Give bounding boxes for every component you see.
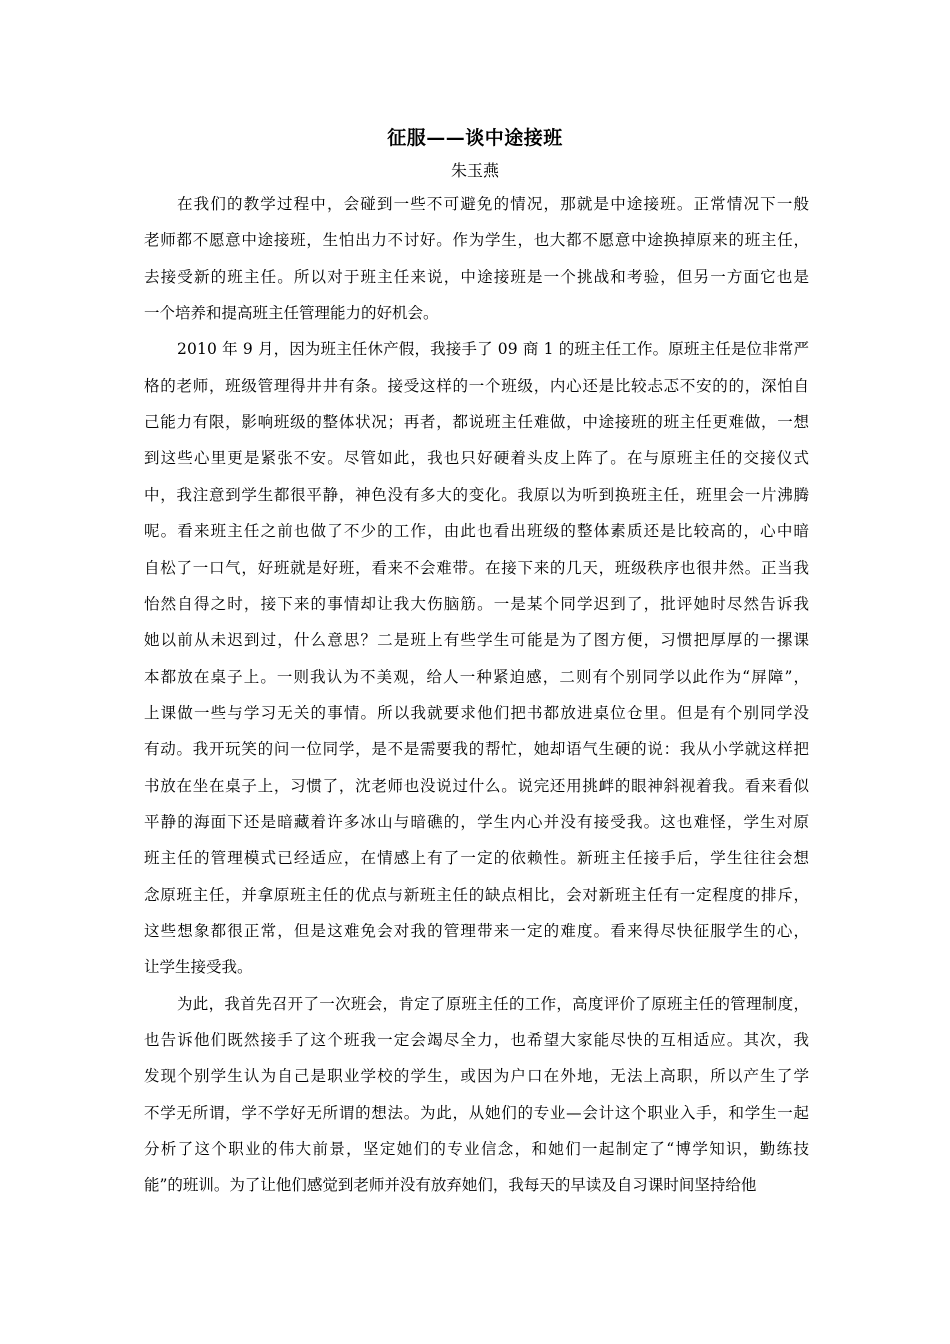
body-line: 格的老师，班级管理得井井有条。接受这样的一个班级，内心还是比较忐忑不安的的，深怕自: [144, 377, 810, 395]
body-line: 念原班主任，并拿原班主任的优点与新班主任的缺点相比，会对新班主任有一定程度的排斥，: [144, 886, 810, 904]
body-line: 呢。看来班主任之前也做了不少的工作，由此也看出班级的整体素质还是比较高的，心中暗: [144, 522, 811, 540]
body-line: 她以前从未迟到过，什么意思？二是班上有些学生可能是为了图方便，习惯把厚厚的一摞课: [144, 631, 811, 649]
body-line: 己能力有限，影响班级的整体状况；再者，都说班主任难做，中途接班的班主任更难做，一想: [144, 413, 810, 431]
body-line: 平静的海面下还是暗藏着许多冰山与暗礁的，学生内心并没有接受我。这也难怪，学生对原: [144, 813, 811, 831]
body-line: 一个培养和提高班主任管理能力的好机会。: [144, 304, 439, 322]
body-line: 到这些心里更是紧张不安。尽管如此，我也只好硬着头皮上阵了。在与原班主任的交接仪式: [144, 449, 811, 467]
body-line: 这些想象都很正常，但是这难免会对我的管理带来一定的难度。看来得尽快征服学生的心，: [144, 922, 811, 940]
body-line: 发现个别学生认为自己是职业学校的学生，或因为户口在外地，无法上高职，所以产生了学: [144, 1067, 811, 1085]
body-line: 班主任的管理模式已经适应，在情感上有了一定的依赖性。新班主任接手后，学生往往会想: [144, 849, 811, 867]
document-author: 朱玉燕: [450, 161, 499, 180]
body-line: 在我们的教学过程中，会碰到一些不可避免的情况，那就是中途接班。正常情况下一般: [177, 195, 811, 213]
body-line: 有动。我开玩笑的问一位同学，是不是需要我的帮忙，她却语气生硬的说：我从小学就这样把: [144, 740, 810, 758]
body-line: 上课做一些与学习无关的事情。所以我就要求他们把书都放进桌位仓里。但是有个别同学没: [144, 704, 811, 722]
document-title: 征服——谈中途接班: [387, 127, 563, 149]
body-line: 老师都不愿意中途接班，生怕出力不讨好。作为学生，也大都不愿意中途换掉原来的班主任，: [144, 231, 810, 249]
body-line: 本都放在桌子上。一则我认为不美观，给人一种紧迫感，二则有个别同学以此作为“屏障”，: [144, 668, 811, 686]
body-line: 也告诉他们既然接手了这个班我一定会竭尽全力，也希望大家能尽快的互相适应。其次，我: [144, 1031, 811, 1049]
body-line: 让学生接受我。: [144, 958, 253, 976]
body-line: 为此，我首先召开了一次班会，肯定了原班主任的工作，高度评价了原班主任的管理制度，: [177, 995, 810, 1013]
body-line: 怡然自得之时，接下来的事情却让我大伤脑筋。一是某个同学迟到了，批评她时尽然告诉我: [144, 595, 811, 613]
body-line: 分析了这个职业的伟大前景，坚定她们的专业信念，和她们一起制定了“博学知识，勤练技: [144, 1140, 811, 1158]
body-line: 2010 年 9 月，因为班主任休产假，我接手了 09 商 1 的班主任工作。原班主任是位非常严: [177, 340, 810, 358]
body-line: 能”的班训。为了让他们感觉到老师并没有放弃她们，我每天的早读及自习课时间坚持给他: [144, 1176, 757, 1194]
body-line: 去接受新的班主任。所以对于班主任来说，中途接班是一个挑战和考验，但另一方面它也是: [144, 268, 811, 286]
body-line: 自松了一口气，好班就是好班，看来不会难带。在接下来的几天，班级秩序也很井然。正当我: [144, 559, 810, 577]
body-line: 书放在坐在桌子上，习惯了，沈老师也没说过什么。说完还用挑衅的眼神斜视着我。看来看似: [144, 777, 810, 795]
body-line: 不学无所谓，学不学好无所谓的想法。为此，从她们的专业—会计这个职业入手，和学生一起: [144, 1104, 810, 1122]
body-line: 中，我注意到学生都很平静，神色没有多大的变化。我原以为听到换班主任，班里会一片沸腾: [144, 486, 810, 504]
